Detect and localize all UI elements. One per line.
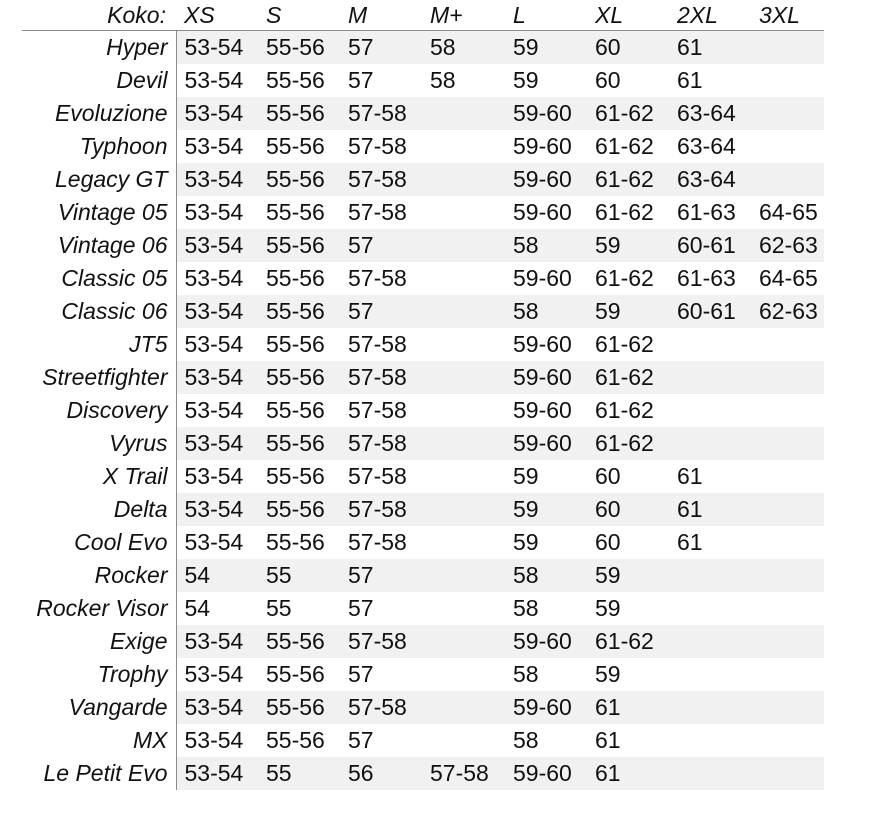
model-name: Discovery [22,394,176,427]
size-cell-3xl: 62-63 [751,295,824,328]
size-cell-m-plus [422,625,505,658]
size-cell-3xl [751,64,824,97]
table-row [22,526,824,559]
table-row [22,229,824,262]
size-cell-xl: 59 [587,229,669,262]
size-cell-m-plus [422,130,505,163]
size-cell-xs: 53-54 [184,397,244,423]
table-row [22,493,824,526]
size-cell-s: 55-56 [266,397,325,423]
size-cell-m: 57-58 [340,427,422,460]
size-cell-l: 59-60 [513,397,572,423]
model-name: Vintage 06 [22,229,176,262]
size-cell-m-plus: 58 [422,31,505,65]
size-cell-m: 57-58 [348,199,407,225]
header-row [22,0,824,31]
size-cell-l: 59-60 [505,163,587,196]
size-cell-2xl: 61 [677,529,703,555]
size-cell-l: 59-60 [513,199,572,225]
size-cell-m-plus [422,526,505,559]
column-header-2xl: 2XL [669,0,751,31]
size-cell-3xl [751,592,824,625]
size-cell-3xl [751,427,824,460]
size-cell-m-plus: 58 [430,67,456,93]
size-cell-s: 55 [266,595,292,621]
table-row [22,328,824,361]
size-cell-xs: 53-54 [184,727,244,753]
column-header-m-plus: M+ [422,0,505,31]
size-cell-xl: 61 [587,757,669,790]
size-cell-2xl: 63-64 [677,133,736,159]
size-cell-3xl [751,691,824,724]
model-name: Rocker [22,559,176,592]
column-header-xs: XS [176,0,258,31]
model-name: JT5 [22,328,176,361]
size-cell-xs: 53-54 [176,625,258,658]
size-cell-m: 57 [348,595,374,621]
table-row [22,361,824,394]
size-cell-l: 59 [513,67,539,93]
size-cell-s: 55-56 [258,31,340,65]
size-cell-xs: 54 [176,559,258,592]
size-cell-2xl: 61 [669,31,751,65]
size-cell-xl: 61-62 [587,361,669,394]
size-cell-m-plus [422,724,505,757]
size-cell-2xl [669,427,751,460]
size-cell-s: 55-56 [258,97,340,130]
size-cell-xs: 53-54 [184,529,244,555]
size-cell-xl: 61-62 [595,331,654,357]
size-cell-s: 55-56 [266,331,325,357]
size-cell-2xl [669,724,751,757]
size-cell-3xl [751,97,824,130]
size-cell-xl: 61 [595,727,621,753]
size-cell-xl: 61-62 [587,163,669,196]
size-cell-3xl [751,724,824,757]
size-cell-m-plus [422,97,505,130]
size-cell-s: 55-56 [266,463,325,489]
model-name: Vintage 05 [22,196,176,229]
size-cell-l: 58 [513,661,539,687]
size-cell-2xl [669,559,751,592]
size-cell-l: 59 [513,529,539,555]
column-header-s: S [258,0,340,31]
size-cell-xl: 61-62 [595,199,654,225]
model-name: Rocker Visor [22,592,176,625]
size-cell-s: 55-56 [258,229,340,262]
size-cell-2xl: 61 [677,67,703,93]
size-cell-xl: 61-62 [595,133,654,159]
size-cell-2xl [669,328,751,361]
size-cell-l: 59-60 [513,133,572,159]
size-cell-m-plus [422,163,505,196]
size-cell-xl: 60 [595,529,621,555]
size-cell-m: 57-58 [348,133,407,159]
size-cell-m: 57-58 [348,331,407,357]
size-cell-xs: 53-54 [184,199,244,225]
model-name: Le Petit Evo [22,757,176,790]
size-cell-m: 57-58 [340,691,422,724]
size-cell-xl: 59 [587,559,669,592]
model-name: Legacy GT [22,163,176,196]
size-cell-l: 59-60 [505,625,587,658]
size-cell-2xl [669,361,751,394]
size-cell-xs: 53-54 [176,691,258,724]
size-cell-3xl [751,328,824,361]
model-name: MX [22,724,176,757]
size-cell-3xl [751,130,824,163]
size-cell-xl: 61-62 [595,397,654,423]
model-name: Exige [22,625,176,658]
model-name: Vangarde [22,691,176,724]
size-cell-m: 57-58 [348,463,407,489]
size-cell-2xl [669,691,751,724]
column-header-l: L [505,0,587,31]
size-cell-m-plus [422,427,505,460]
size-cell-s: 55-56 [266,199,325,225]
size-cell-l: 59-60 [505,97,587,130]
size-cell-s: 55-56 [258,163,340,196]
size-cell-3xl [751,163,824,196]
model-name: Classic 05 [22,262,176,295]
size-cell-3xl [751,394,824,427]
table-row [22,163,824,196]
size-cell-3xl: 62-63 [751,229,824,262]
size-cell-xs: 53-54 [176,757,258,790]
size-cell-xs: 53-54 [176,295,258,328]
size-cell-m-plus [422,691,505,724]
size-cell-m-plus [422,229,505,262]
size-cell-m: 57-58 [340,163,422,196]
size-cell-3xl [751,757,824,790]
size-cell-l: 59-60 [505,361,587,394]
table-row [22,64,824,97]
size-cell-l: 59 [505,493,587,526]
size-cell-xl: 60 [587,31,669,65]
size-cell-s: 55-56 [258,625,340,658]
size-cell-s: 55-56 [266,661,325,687]
table-row [22,97,824,130]
table-row [22,460,824,493]
size-cell-xs: 53-54 [184,67,244,93]
size-cell-m: 57 [348,67,374,93]
helmet-size-table [22,0,824,790]
table-row [22,691,824,724]
table-row [22,592,824,625]
model-name: Cool Evo [22,526,176,559]
size-cell-m: 57-58 [340,493,422,526]
size-cell-3xl [751,460,824,493]
size-cell-s: 55-56 [258,295,340,328]
size-cell-2xl: 61 [677,463,703,489]
size-cell-2xl: 61 [669,493,751,526]
table-row [22,394,824,427]
size-cell-m: 57-58 [340,97,422,130]
table-row [22,658,824,691]
size-cell-xs: 53-54 [184,661,244,687]
table-row [22,31,824,65]
size-cell-xs: 53-54 [176,361,258,394]
size-cell-xl: 59 [595,661,621,687]
table-row [22,130,824,163]
size-cell-xs: 53-54 [184,331,244,357]
size-cell-s: 55-56 [266,529,325,555]
size-cell-m-plus [422,328,505,361]
column-header-3xl: 3XL [751,0,824,31]
model-name: Vyrus [22,427,176,460]
size-cell-l: 59 [505,31,587,65]
size-cell-xl: 59 [595,595,621,621]
table-body [22,31,824,791]
size-cell-2xl [669,757,751,790]
size-cell-m: 57 [348,727,374,753]
size-cell-xl: 61 [587,691,669,724]
size-cell-xs: 53-54 [184,265,244,291]
size-cell-m: 57-58 [348,529,407,555]
size-cell-3xl [751,526,824,559]
size-cell-xs: 53-54 [176,97,258,130]
model-name: Devil [22,64,176,97]
size-cell-xs: 53-54 [184,133,244,159]
size-cell-l: 58 [505,229,587,262]
size-cell-3xl [751,361,824,394]
size-cell-m-plus [422,658,505,691]
size-cell-s: 55-56 [266,727,325,753]
size-cell-s: 55-56 [258,493,340,526]
size-cell-l: 58 [505,295,587,328]
size-cell-xs: 53-54 [184,463,244,489]
size-cell-m: 57-58 [340,625,422,658]
size-cell-m-plus [422,196,505,229]
model-name: Hyper [22,31,176,65]
size-cell-xl: 61-62 [587,625,669,658]
size-cell-m: 56 [340,757,422,790]
column-header-xl: XL [587,0,669,31]
size-cell-m-plus [422,295,505,328]
size-cell-3xl: 64-65 [759,265,818,291]
size-cell-xl: 60 [595,463,621,489]
size-cell-xs: 53-54 [176,493,258,526]
size-cell-m: 57 [340,295,422,328]
size-cell-l: 59-60 [505,757,587,790]
size-cell-2xl [669,658,751,691]
size-cell-s: 55 [258,559,340,592]
size-cell-2xl: 63-64 [669,163,751,196]
size-cell-m: 57-58 [340,361,422,394]
size-cell-2xl: 60-61 [669,295,751,328]
size-cell-l: 59-60 [513,265,572,291]
size-cell-l: 58 [505,559,587,592]
size-cell-m: 57 [340,31,422,65]
size-cell-2xl: 60-61 [669,229,751,262]
size-cell-s: 55 [258,757,340,790]
size-cell-xs: 53-54 [176,229,258,262]
size-cell-l: 59 [513,463,539,489]
size-cell-xs: 53-54 [176,31,258,65]
size-cell-s: 55-56 [258,361,340,394]
size-cell-s: 55-56 [258,691,340,724]
model-name: Streetfighter [22,361,176,394]
size-cell-m: 57 [348,661,374,687]
size-cell-m-plus [422,493,505,526]
size-cell-xl: 60 [587,493,669,526]
size-cell-xs: 53-54 [176,163,258,196]
size-cell-xs: 53-54 [176,427,258,460]
column-header-m: M [340,0,422,31]
size-cell-3xl [751,559,824,592]
size-cell-2xl [669,592,751,625]
size-cell-s: 55-56 [266,133,325,159]
table-row [22,196,824,229]
size-cell-m-plus: 57-58 [422,757,505,790]
size-cell-2xl: 61-63 [677,265,736,291]
size-cell-s: 55-56 [266,67,325,93]
size-cell-m: 57-58 [348,397,407,423]
size-cell-s: 55-56 [266,265,325,291]
size-cell-m-plus [422,262,505,295]
size-cell-xl: 61-62 [587,97,669,130]
size-cell-m: 57 [340,559,422,592]
size-cell-m-plus [422,361,505,394]
table-row [22,295,824,328]
table-row [22,724,824,757]
size-cell-m-plus [422,460,505,493]
size-cell-2xl: 61-63 [677,199,736,225]
size-cell-l: 58 [513,727,539,753]
size-header-label: Koko: [22,0,176,31]
size-cell-xl: 60 [595,67,621,93]
model-name: Delta [22,493,176,526]
table-row [22,262,824,295]
size-cell-3xl: 64-65 [759,199,818,225]
model-name: Classic 06 [22,295,176,328]
model-name: Trophy [22,658,176,691]
table-row [22,427,824,460]
size-cell-l: 58 [513,595,539,621]
size-cell-m: 57-58 [348,265,407,291]
size-cell-xs: 54 [184,595,211,621]
size-cell-m-plus [422,559,505,592]
size-cell-s: 55-56 [258,427,340,460]
table-row [22,625,824,658]
size-cell-2xl: 63-64 [669,97,751,130]
size-cell-xl: 61-62 [595,265,654,291]
table-row [22,757,824,790]
size-cell-m-plus [422,592,505,625]
size-cell-2xl [669,394,751,427]
model-name: X Trail [22,460,176,493]
size-cell-l: 59-60 [513,331,572,357]
size-cell-xl: 61-62 [587,427,669,460]
size-cell-m: 57 [340,229,422,262]
size-cell-3xl [751,31,824,65]
size-cell-3xl [751,658,824,691]
table-row [22,559,824,592]
size-cell-l: 59-60 [505,427,587,460]
size-cell-m-plus [422,394,505,427]
size-cell-2xl [669,625,751,658]
model-name: Typhoon [22,130,176,163]
size-cell-l: 59-60 [505,691,587,724]
size-cell-3xl [751,493,824,526]
size-cell-xl: 59 [587,295,669,328]
model-name: Evoluzione [22,97,176,130]
size-cell-3xl [751,625,824,658]
